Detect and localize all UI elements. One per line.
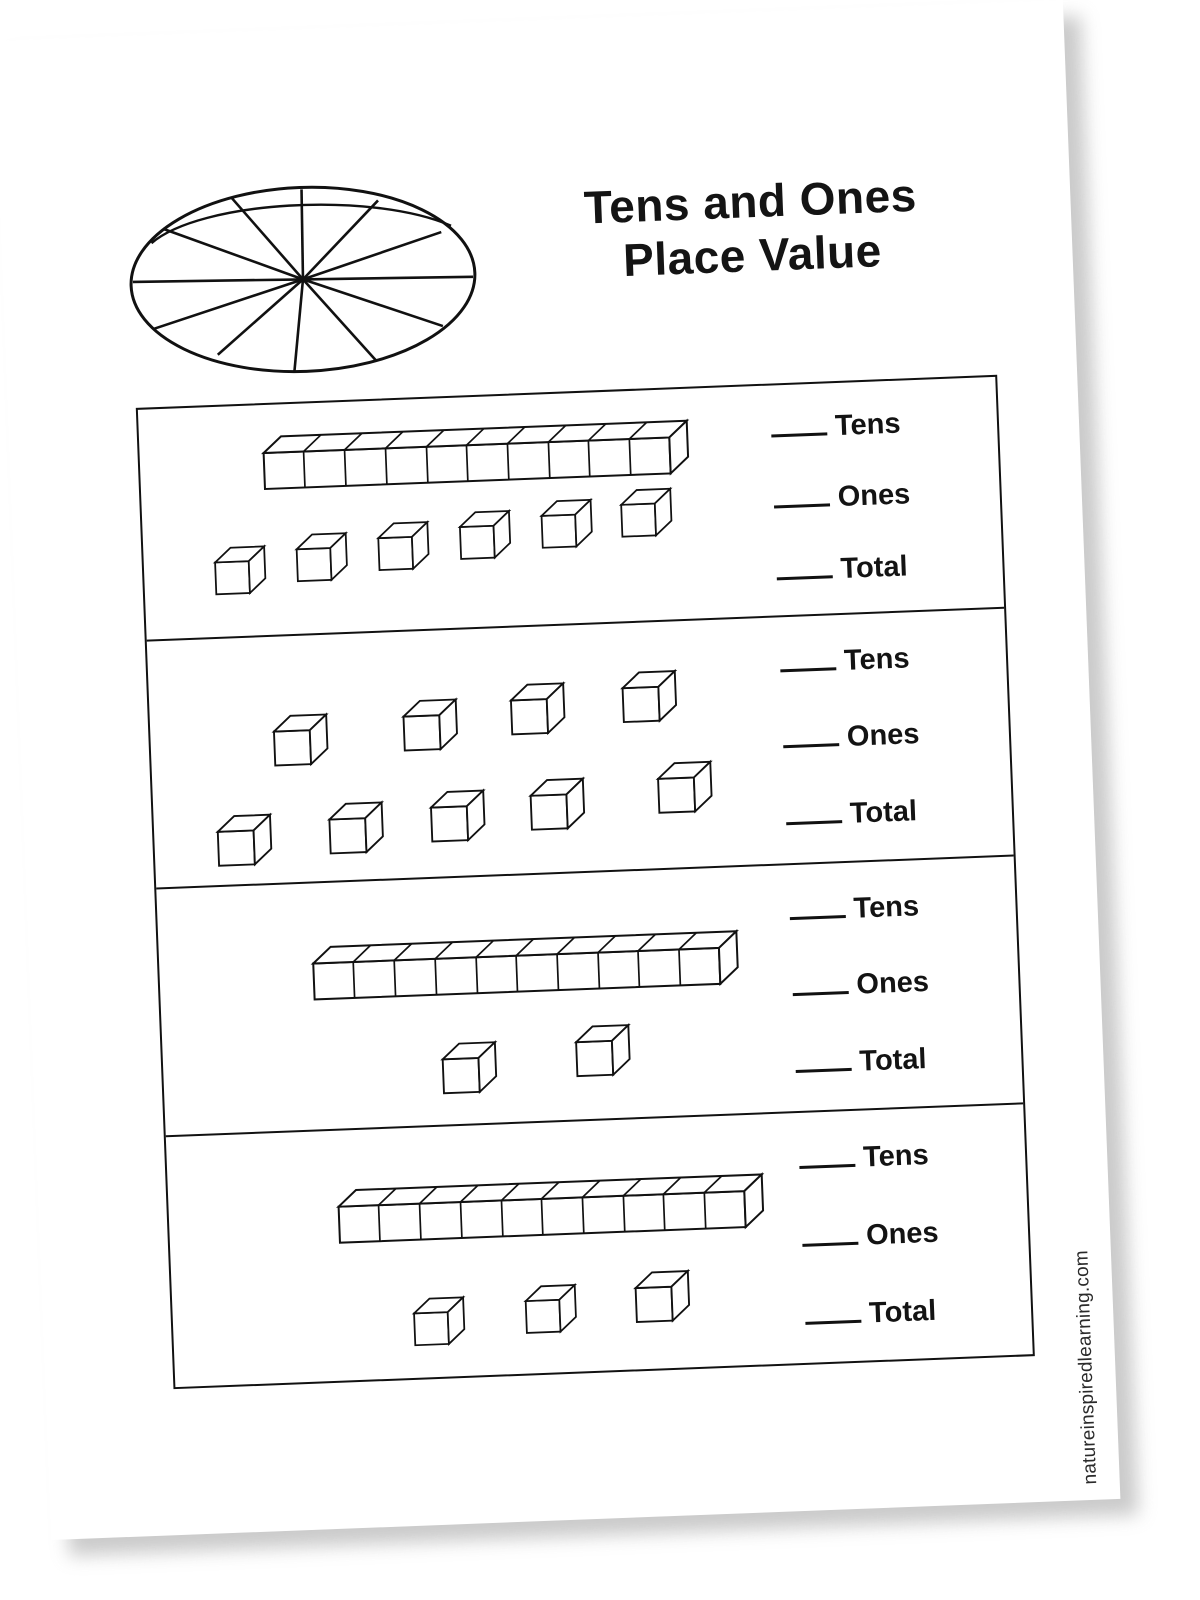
- manipulatives-area-4: [166, 1113, 815, 1387]
- answer-line-tens[interactable]: [789, 890, 920, 928]
- answer-line-total[interactable]: [795, 1043, 927, 1081]
- watermark-text: natureinspiredlearning.com: [1070, 1249, 1101, 1485]
- unit-cube: [535, 494, 599, 558]
- table-row: [138, 377, 1004, 642]
- answer-line-ones[interactable]: [773, 479, 911, 517]
- unit-cube: [209, 541, 273, 605]
- unit-cube: [524, 773, 592, 841]
- tens-label: Tens: [843, 642, 911, 677]
- ones-blank[interactable]: [783, 728, 840, 749]
- table-row: [147, 609, 1014, 890]
- answer-group-4: [797, 1105, 1018, 1363]
- unit-cube: [372, 517, 436, 581]
- unit-cube: [211, 809, 279, 877]
- ones-blank[interactable]: [792, 975, 849, 996]
- unit-cube: [425, 785, 493, 853]
- tens-blank[interactable]: [789, 899, 846, 920]
- unit-cube: [629, 1265, 697, 1333]
- ones-label: Ones: [837, 478, 911, 514]
- ones-blank[interactable]: [773, 488, 830, 509]
- answer-line-ones[interactable]: [802, 1216, 940, 1254]
- answer-group-1: [769, 377, 990, 615]
- ones-label: Ones: [865, 1216, 940, 1251]
- unit-cube: [436, 1036, 504, 1104]
- page-title: [509, 165, 993, 292]
- unit-cube: [520, 1279, 584, 1343]
- total-blank[interactable]: [786, 804, 843, 825]
- total-blank[interactable]: [795, 1052, 852, 1073]
- unit-cube: [408, 1292, 472, 1356]
- answer-group-3: [788, 857, 1009, 1111]
- tens-label: Tens: [862, 1138, 930, 1174]
- total-label: Total: [868, 1294, 937, 1329]
- total-label: Total: [839, 550, 909, 585]
- answer-line-total[interactable]: [785, 795, 917, 833]
- tens-rod: [251, 417, 683, 495]
- manipulatives-area-2: [147, 617, 796, 887]
- answer-line-tens[interactable]: [799, 1139, 930, 1177]
- page-title-line-2: Place Value: [622, 224, 883, 287]
- answer-group-2: [778, 609, 999, 863]
- unit-cube: [268, 709, 336, 777]
- total-blank[interactable]: [776, 559, 833, 580]
- tens-blank[interactable]: [799, 1147, 856, 1168]
- tens-blank[interactable]: [780, 651, 837, 672]
- table-row: [156, 857, 1023, 1138]
- tens-rod: [326, 1171, 758, 1249]
- total-label: Total: [858, 1043, 928, 1078]
- unit-cube: [570, 1019, 638, 1087]
- unit-cube: [615, 483, 679, 547]
- unit-cube: [454, 505, 518, 569]
- manipulatives-area-3: [156, 865, 805, 1135]
- tens-label: Tens: [834, 407, 902, 443]
- answer-line-ones[interactable]: [782, 719, 920, 757]
- answer-line-ones[interactable]: [792, 966, 930, 1004]
- ones-label: Ones: [846, 718, 921, 754]
- lily-pad-icon: [119, 173, 486, 387]
- worksheet-header: [119, 143, 1006, 377]
- unit-cube: [616, 665, 684, 733]
- answer-line-total[interactable]: [776, 550, 908, 588]
- tens-label: Tens: [852, 890, 920, 925]
- tens-blank[interactable]: [771, 417, 828, 438]
- ones-label: Ones: [855, 966, 930, 1002]
- answer-line-total[interactable]: [805, 1294, 937, 1332]
- unit-cube: [323, 796, 391, 864]
- unit-cube: [652, 756, 720, 824]
- manipulatives-area-1: [138, 385, 786, 639]
- answer-line-tens[interactable]: [779, 642, 910, 680]
- unit-cube: [291, 528, 355, 592]
- table-row: [166, 1104, 1033, 1387]
- answer-line-tens[interactable]: [770, 408, 901, 446]
- unit-cube: [397, 694, 465, 762]
- total-blank[interactable]: [805, 1303, 862, 1324]
- tens-rod: [300, 927, 732, 1005]
- place-value-table: [136, 375, 1035, 1389]
- unit-cube: [505, 677, 573, 745]
- page-title-line-1: Tens and Ones: [583, 168, 918, 234]
- ones-blank[interactable]: [802, 1225, 859, 1246]
- total-label: Total: [849, 795, 918, 830]
